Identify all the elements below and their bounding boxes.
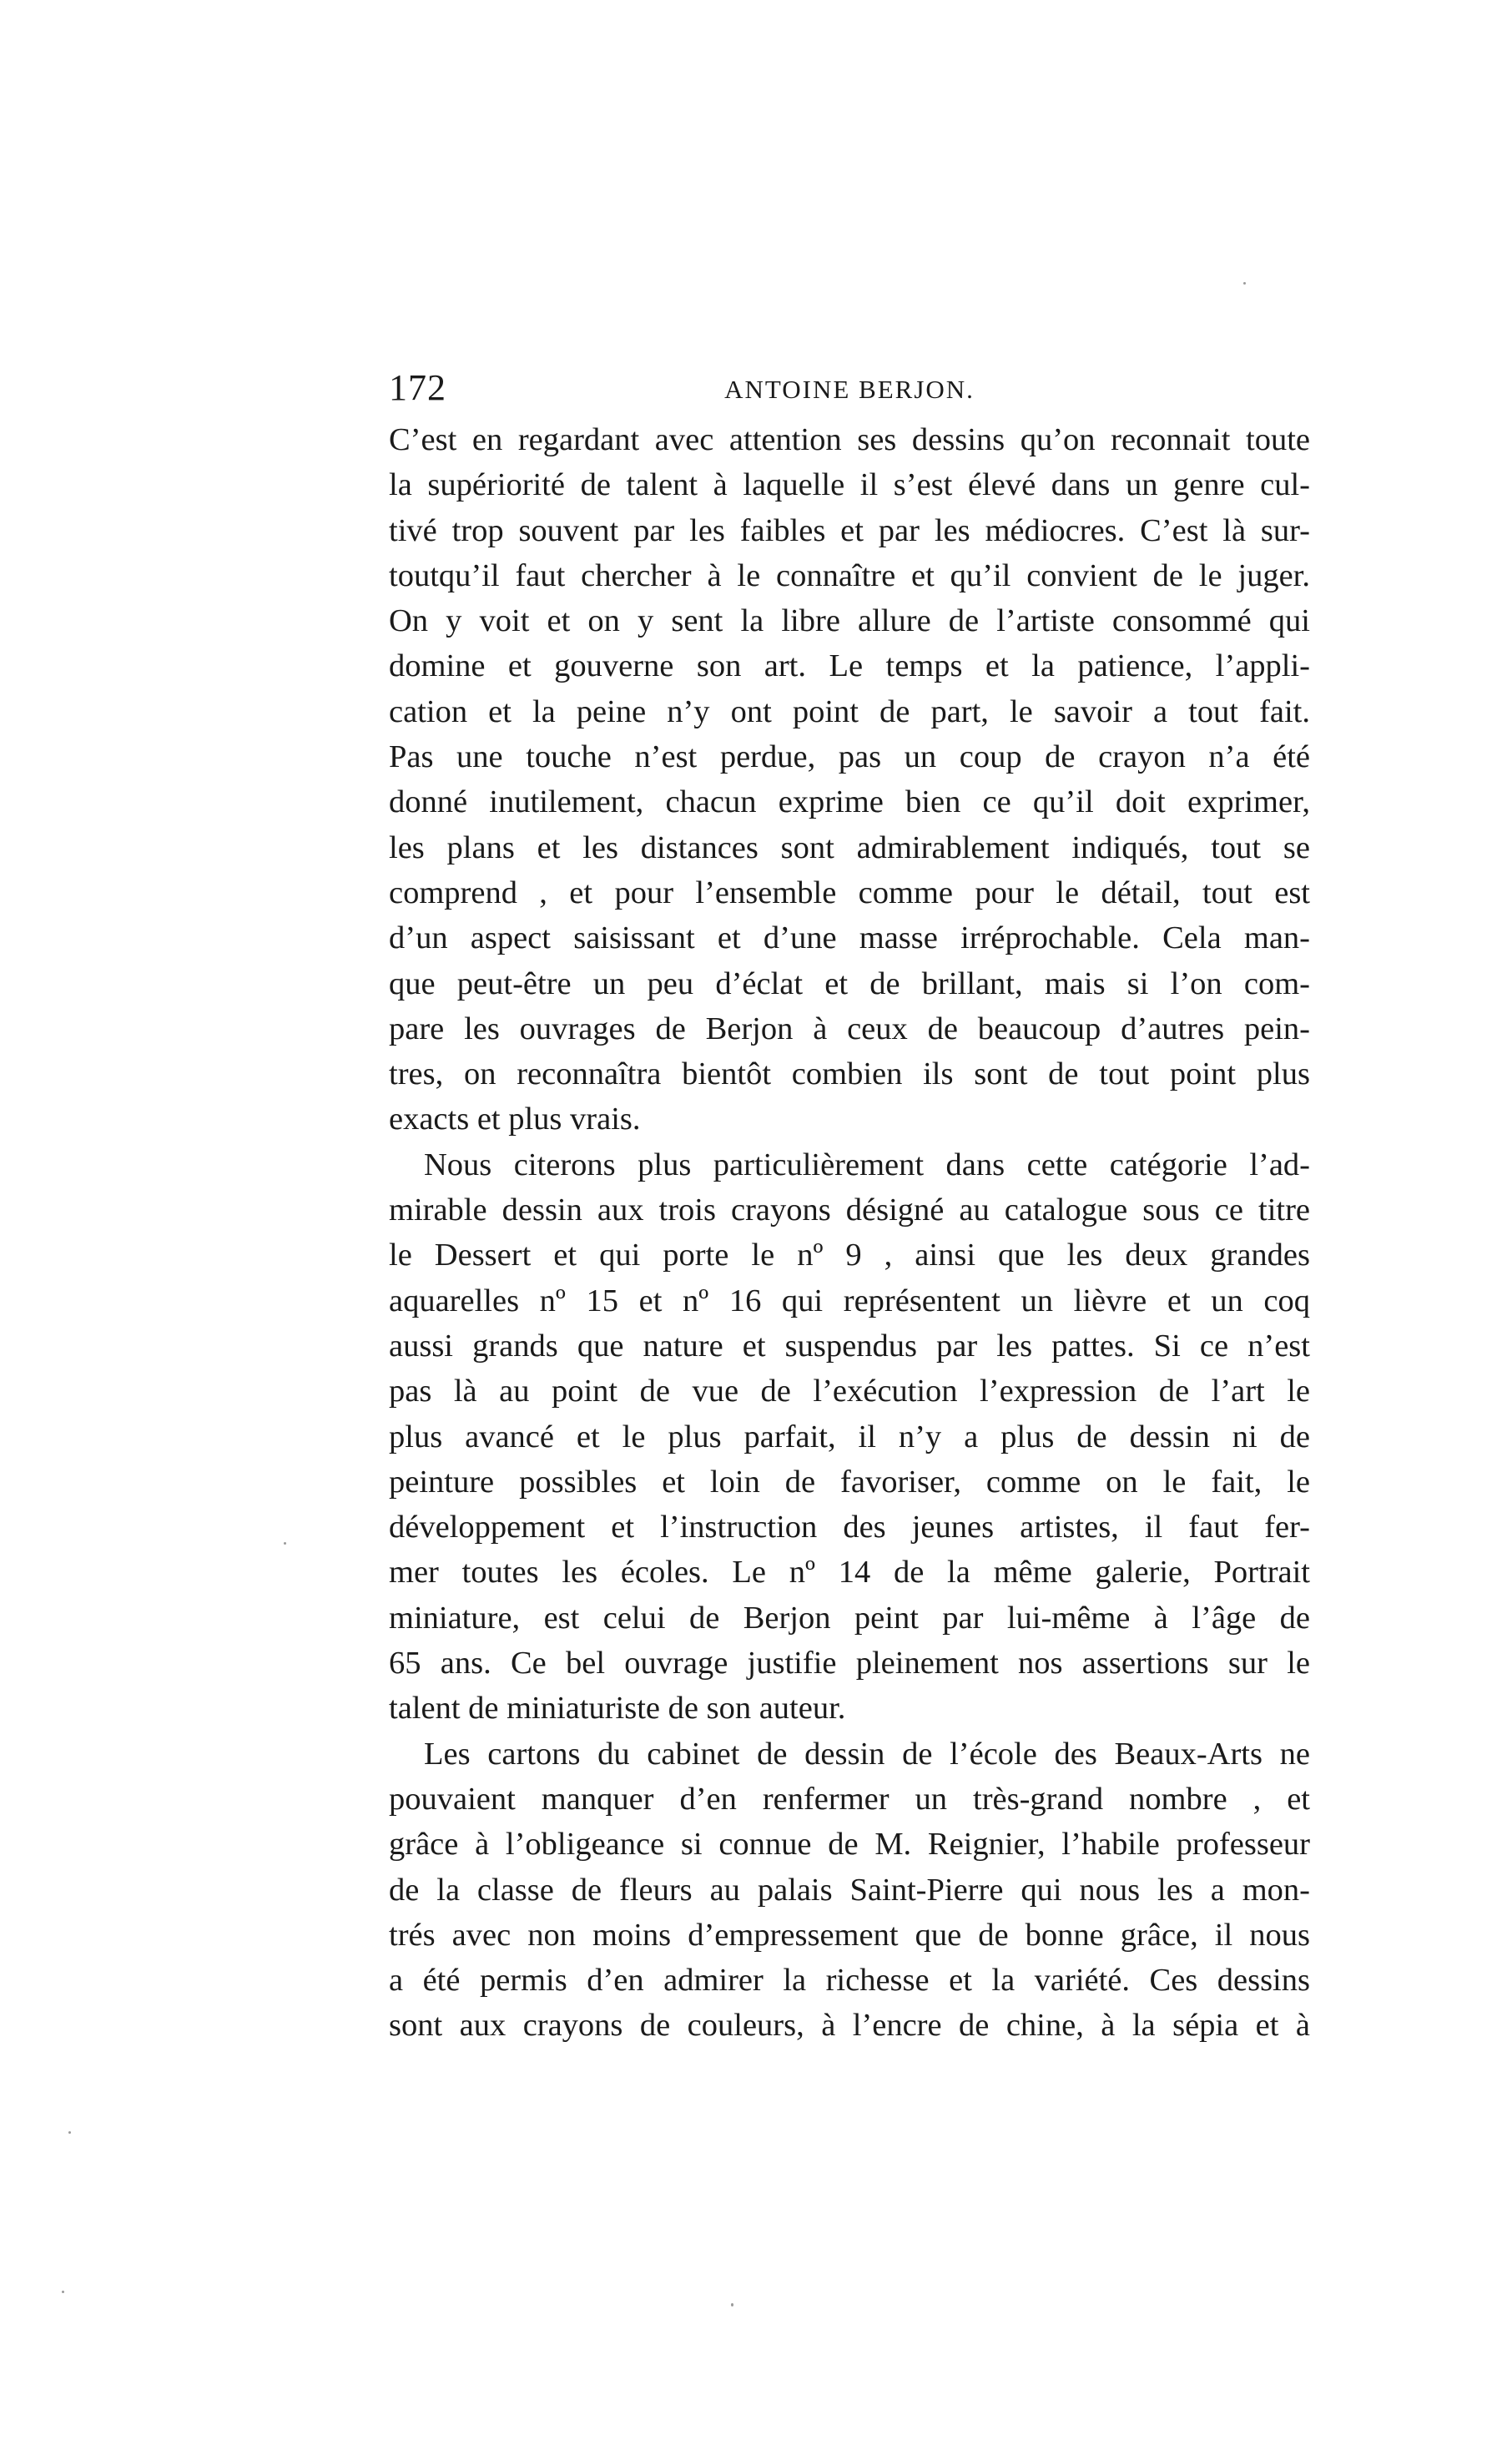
page-number: 172 [389, 367, 446, 408]
text-line: miniature, est celui de Berjon peint par lui-même à l’âge de [389, 1600, 1310, 1636]
text-line: comprend , et pour l’ensemble comme pour le détail, tout est [389, 875, 1310, 910]
text-line: Les cartons du cabinet de dessin de l’école des Beaux-Arts ne [424, 1736, 1310, 1772]
text-line: trés avec non moins d’empressement que de bonne grâce, il nous [389, 1917, 1310, 1953]
paragraph-1 [389, 417, 1310, 1142]
text-line: donné inutilement, chacun exprime bien ce qu’il doit exprimer, [389, 784, 1310, 820]
text-line: Nous citerons plus particulièrement dans cette catégorie l’ad- [424, 1147, 1310, 1182]
paragraph-3 [389, 1732, 1310, 2049]
text-line: mer toutes les écoles. Le nº 14 de la même galerie, Portrait [389, 1555, 1310, 1591]
text-line: tivé trop souvent par les faibles et par les médiocres. C’est là sur- [389, 512, 1310, 548]
text-line: grâce à l’obligeance si connue de M. Reignier, l’habile professeur [389, 1827, 1310, 1863]
text-line: le Dessert et qui porte le nº 9 , ainsi que les deux grandes [389, 1238, 1310, 1273]
text-line: développement et l’instruction des jeunes artistes, il faut fer- [389, 1510, 1310, 1545]
text-line: peinture possibles et loin de favoriser, comme on le fait, le [389, 1464, 1310, 1500]
text-line: exacts et plus vrais. [389, 1102, 641, 1137]
text-line: la supériorité de talent à laquelle il s’est élevé dans un genre cul- [389, 467, 1310, 503]
text-line: pare les ouvrages de Berjon à ceux de beaucoup d’autres pein- [389, 1011, 1310, 1046]
text-line: que peut-être un peu d’éclat et de brillant, mais si l’on com- [389, 965, 1310, 1001]
running-title: ANTOINE BERJON. [724, 375, 975, 404]
text-line: de la classe de fleurs au palais Saint-Pierre qui nous les a mon- [389, 1872, 1310, 1908]
text-line: aquarelles nº 15 et nº 16 qui représentent un lièvre et un coq [389, 1283, 1310, 1318]
text-line: d’un aspect saisissant et d’une masse irréprochable. Cela man- [389, 920, 1310, 956]
text-line: pas là au point de vue de l’exécution l’expression de l’art le [389, 1374, 1310, 1409]
text-line: domine et gouverne son art. Le temps et la patience, l’appli- [389, 648, 1310, 684]
text-line: talent de miniaturiste de son auteur. [389, 1691, 846, 1727]
scan-speck [62, 2291, 64, 2293]
text-line: Pas une touche n’est perdue, pas un coup de crayon n’a été [389, 739, 1310, 775]
text-line: plus avancé et le plus parfait, il n’y a plus de dessin ni de [389, 1419, 1310, 1454]
text-line: cation et la peine n’y ont point de part, le savoir a tout fait. [389, 693, 1310, 729]
body-text [389, 417, 1310, 2049]
text-line: aussi grands que nature et suspendus par les pattes. Si ce n’est [389, 1328, 1310, 1364]
scan-speck [1243, 282, 1246, 285]
text-line: toutqu’il faut chercher à le connaître et qu’il convient de le juger. [389, 557, 1310, 593]
text-line: a été permis d’en admirer la richesse et la variété. Ces dessins [389, 1963, 1310, 1999]
page-header [389, 363, 1310, 413]
scan-speck [68, 2131, 71, 2134]
text-line: On y voit et on y sent la libre allure de l’artiste consommé qui [389, 603, 1310, 639]
paragraph-2 [389, 1142, 1310, 1732]
text-line: 65 ans. Ce bel ouvrage justifie pleinement nos assertions sur le [389, 1646, 1310, 1681]
text-line: mirable dessin aux trois crayons désigné au catalogue sous ce titre [389, 1192, 1310, 1228]
scan-speck [731, 2303, 733, 2306]
text-line: les plans et les distances sont admirablement indiqués, tout se [389, 829, 1310, 865]
text-line: C’est en regardant avec attention ses dessins qu’on reconnait toute [389, 422, 1310, 457]
scan-speck [284, 1542, 286, 1545]
text-line: sont aux crayons de couleurs, à l’encre de chine, à la sépia et à [389, 2008, 1310, 2044]
text-line: tres, on reconnaîtra bientôt combien ils sont de tout point plus [389, 1056, 1310, 1092]
text-line: pouvaient manquer d’en renfermer un très-grand nombre , et [389, 1781, 1310, 1817]
